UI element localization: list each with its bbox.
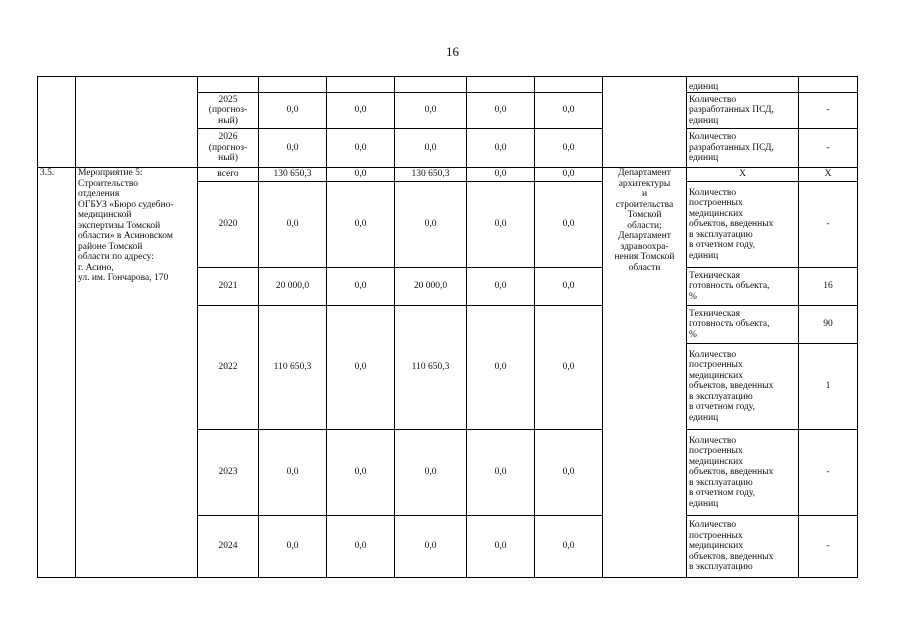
- cell-indicator-value: -: [799, 129, 858, 168]
- cell-year: 2024: [198, 516, 259, 578]
- cell-value: 0,0: [259, 516, 327, 578]
- cell-value: 0,0: [395, 129, 467, 168]
- cell-indicator: Количество разработанных ПСД, единиц: [687, 129, 799, 168]
- cell-indicator: Техническая готовность объекта, %: [687, 268, 799, 306]
- cell-indicator-value: -: [799, 516, 858, 578]
- cell-value: 20 000,0: [395, 268, 467, 306]
- cell-value: 0,0: [467, 516, 535, 578]
- cell-value: 0,0: [467, 430, 535, 516]
- cell-indicator: единиц: [687, 77, 799, 93]
- cell-value: 0,0: [535, 182, 603, 268]
- cell-year: 2021: [198, 268, 259, 306]
- cell-year: 2020: [198, 182, 259, 268]
- cell-value: 0,0: [395, 182, 467, 268]
- cell-value: 0,0: [535, 93, 603, 129]
- measure-name: Мероприятие 5: Строительство отделения ОГБУЗ «Бюро судебно- медицинской экспертизы Томской области» в Асиновском районе Томской области по адресу: г. Асино, ул. им. Гончарова, 170: [76, 168, 198, 578]
- cell-indicator: Количество построенных медицинских объектов, введенных в эксплуатацию: [687, 516, 799, 578]
- cell-value: 110 650,3: [395, 306, 467, 430]
- cell-value: 0,0: [535, 168, 603, 182]
- cell-value: 0,0: [327, 516, 395, 578]
- cell-indicator-value: 90: [799, 306, 858, 344]
- cell-indicator: Х: [687, 168, 799, 182]
- cell-value: 0,0: [467, 93, 535, 129]
- cell-value: 0,0: [535, 430, 603, 516]
- cell-value: 20 000,0: [259, 268, 327, 306]
- cell-number: [38, 77, 76, 168]
- program-table: [37, 76, 858, 578]
- cell-value: 0,0: [467, 306, 535, 430]
- cell-value: 0,0: [395, 430, 467, 516]
- cell-value: 0,0: [327, 430, 395, 516]
- cell-indicator-value: -: [799, 182, 858, 268]
- cell-indicator: Количество разработанных ПСД, единиц: [687, 93, 799, 129]
- page-number: 16: [446, 44, 459, 59]
- cell-year: 2022: [198, 306, 259, 430]
- cell-value: 0,0: [327, 182, 395, 268]
- cell-year: всего: [198, 168, 259, 182]
- cell-value: 130 650,3: [259, 168, 327, 182]
- cell-indicator-value: 1: [799, 344, 858, 430]
- cell-value: 110 650,3: [259, 306, 327, 430]
- cell-value: 0,0: [467, 129, 535, 168]
- cell-executor: [603, 77, 687, 168]
- cell-indicator: Техническая готовность объекта, %: [687, 306, 799, 344]
- cell-value: 0,0: [327, 268, 395, 306]
- cell-value: 130 650,3: [395, 168, 467, 182]
- table-row: [38, 77, 858, 93]
- cell-value: 0,0: [535, 129, 603, 168]
- measure-number: 3.5.: [38, 168, 76, 578]
- cell-indicator-value: Х: [799, 168, 858, 182]
- cell-indicator-value: -: [799, 93, 858, 129]
- cell-value: 0,0: [467, 268, 535, 306]
- cell-value: 0,0: [535, 268, 603, 306]
- cell-value: 0,0: [259, 430, 327, 516]
- cell-year: 2023: [198, 430, 259, 516]
- cell-value: 0,0: [327, 129, 395, 168]
- cell-indicator: Количество построенных медицинских объектов, введенных в эксплуатацию в отчетном году, единиц: [687, 182, 799, 268]
- cell-year: [198, 77, 259, 93]
- cell-value: 0,0: [535, 516, 603, 578]
- cell-value: 0,0: [259, 129, 327, 168]
- cell-value: 0,0: [327, 306, 395, 430]
- cell-value: 0,0: [327, 93, 395, 129]
- cell-value: 0,0: [535, 306, 603, 430]
- cell-indicator: Количество построенных медицинских объектов, введенных в эксплуатацию в отчетном году, единиц: [687, 344, 799, 430]
- cell-value: 0,0: [467, 182, 535, 268]
- measure-executor: Департамент архитектуры и строительства Томской области; Департамент здравоохра- нения Томской области: [603, 168, 687, 578]
- cell-year: 2026 (прогноз- ный): [198, 129, 259, 168]
- table-row: [38, 168, 858, 182]
- cell-value: 0,0: [259, 93, 327, 129]
- cell-indicator-value: 16: [799, 268, 858, 306]
- cell-year: 2025 (прогноз- ный): [198, 93, 259, 129]
- cell-indicator-value: -: [799, 430, 858, 516]
- cell-value: 0,0: [327, 168, 395, 182]
- cell-value: 0,0: [395, 516, 467, 578]
- cell-name: [76, 77, 198, 168]
- cell-value: 0,0: [259, 182, 327, 268]
- cell-indicator: Количество построенных медицинских объектов, введенных в эксплуатацию в отчетном году, единиц: [687, 430, 799, 516]
- cell-value: 0,0: [395, 93, 467, 129]
- cell-value: 0,0: [467, 168, 535, 182]
